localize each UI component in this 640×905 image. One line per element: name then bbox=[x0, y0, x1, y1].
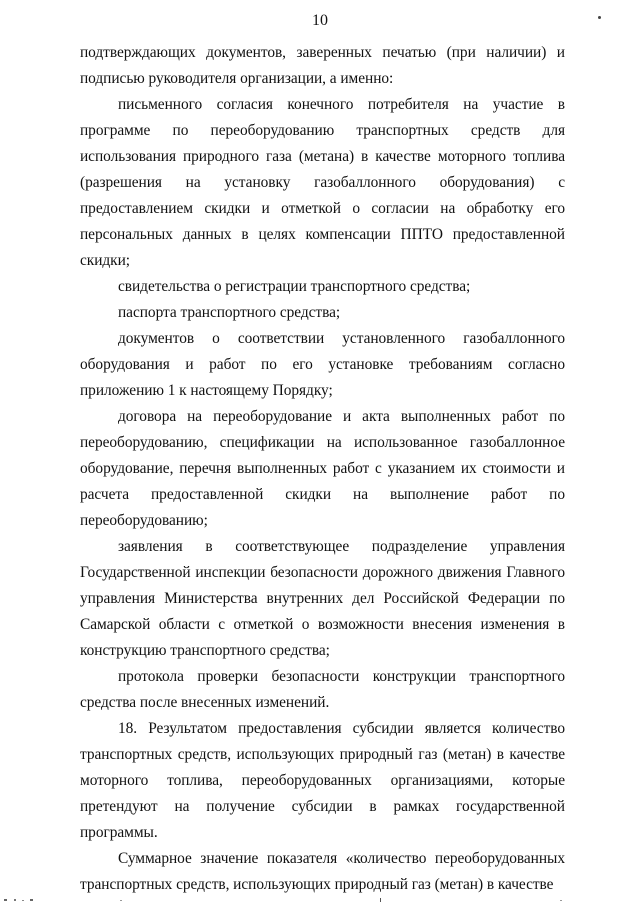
paragraph-application: заявления в соответствующее подразделение управления Государственной инспекции безопасности дорожного движения Главного управления Министерства внутренних дел Российской Федерации по Самарской области с отметкой о возможности внесения изменения в конструкцию транспортного средства; bbox=[80, 538, 565, 659]
paragraph-contract: договора на переоборудование и акта выполненных работ по переоборудованию, спецификации на использованное газобаллонное оборудование, перечня выполненных работ с указанием их стоимости и расчета предоставленной скидки на выполнение работ по переоборудованию; bbox=[80, 408, 565, 529]
scan-noise bbox=[0, 897, 640, 903]
paragraph-intro: подтверждающих документов, заверенных печатью (при наличии) и подписью руководителя организации, а именно: bbox=[80, 44, 565, 87]
paragraph-vehicle-passport: паспорта транспортного средства; bbox=[118, 304, 341, 321]
page-number: 10 bbox=[312, 12, 328, 29]
paragraph-safety-protocol: протокола проверки безопасности конструкции транспортного средства после внесенных изменений. bbox=[80, 668, 565, 711]
document-body bbox=[80, 40, 565, 898]
paragraph-consent: письменного согласия конечного потребителя на участие в программе по переоборудованию транспортных средств для использования природного газа (метана) в качестве моторного топлива (разрешения на установку газобаллонного оборудования) с предоставлением скидки и отметкой о согласии на обработку его персональных данных в целях компенсации ППТО предоставленной скидки; bbox=[80, 96, 565, 269]
paragraph-summary-indicator: Суммарное значение показателя «количество переоборудованных транспортных средств, использующих природный газ (метан) в качестве bbox=[80, 850, 565, 893]
paragraph-registration-certificate: свидетельства о регистрации транспортного средства; bbox=[118, 278, 471, 295]
paragraph-item-18: 18. Результатом предоставления субсидии является количество транспортных средств, использующих природный газ (метан) в качестве моторного топлива, переоборудованных организациями, которые претендуют на получение субсидии в рамках государственной программы. bbox=[80, 720, 565, 841]
scan-mark bbox=[598, 16, 601, 19]
paragraph-compliance-documents: документов о соответствии установленного газобаллонного оборудования и работ по его установке требованиям согласно приложению 1 к настоящему Порядку; bbox=[80, 330, 565, 399]
